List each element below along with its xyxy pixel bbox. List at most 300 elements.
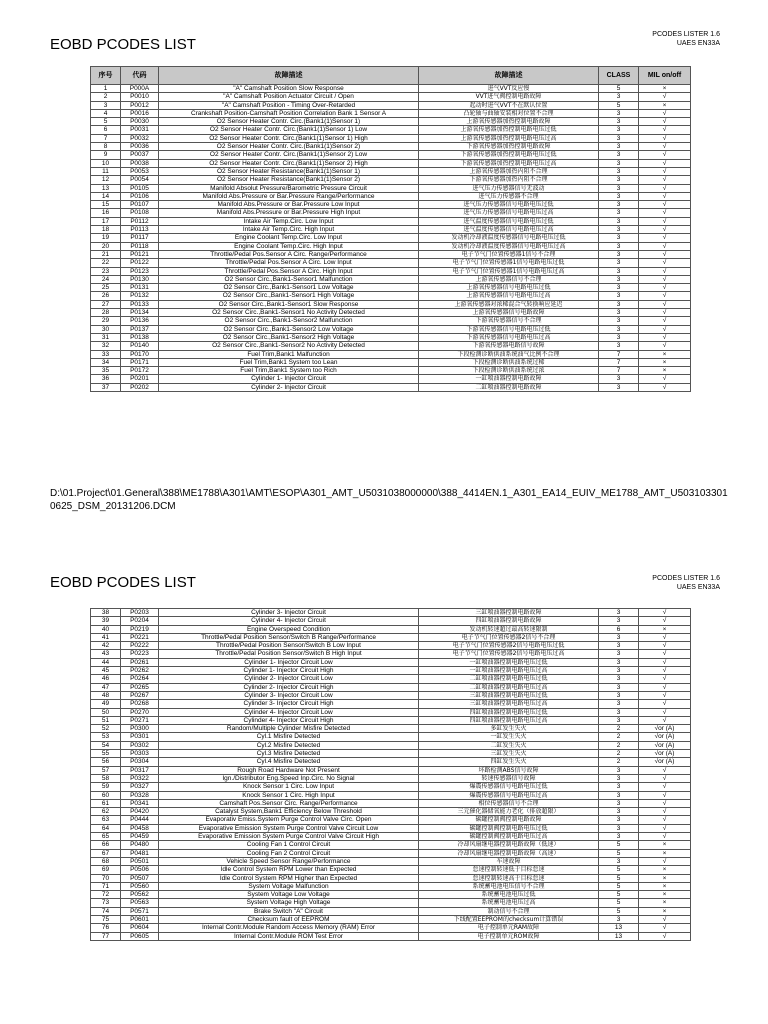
index-cell: 59 xyxy=(91,783,121,791)
desc-cn-cell: 上游氧传感器信号电路电压过高 xyxy=(419,292,599,300)
desc-en-cell: Checksum fault of EEPROM xyxy=(159,915,419,923)
mil-cell: √ xyxy=(639,808,691,816)
class-cell: 3 xyxy=(599,791,639,799)
desc-en-cell: Cooling Fan 2 Control Circuit xyxy=(159,849,419,857)
index-cell: 68 xyxy=(91,857,121,865)
index-cell: 72 xyxy=(91,891,121,899)
desc-en-cell: "A" Camshaft Position Slow Response xyxy=(159,85,419,93)
table-row xyxy=(91,609,691,617)
code-cell: P0140 xyxy=(121,342,159,350)
desc-en-cell: Cylinder 1- Injector Circuit Low xyxy=(159,658,419,666)
desc-cn-cell: 电子节气门位置传感器1信号不合理 xyxy=(419,250,599,258)
desc-en-cell: Fuel Trim,Bank1 Malfunction xyxy=(159,350,419,358)
code-cell: P0605 xyxy=(121,932,159,940)
class-cell: 3 xyxy=(599,667,639,675)
class-cell: 3 xyxy=(599,317,639,325)
code-cell: P0054 xyxy=(121,176,159,184)
class-cell: 3 xyxy=(599,201,639,209)
desc-cn-cell: 爆震传感器信号电路电压过高 xyxy=(419,791,599,799)
desc-en-cell: Evaporativ Emiss.System Purge Control Valve Circ. Open xyxy=(159,816,419,824)
mil-cell: × xyxy=(639,866,691,874)
index-cell: 26 xyxy=(91,292,121,300)
desc-cn-cell: 电子节气门位置传感器1信号电路电压过低 xyxy=(419,259,599,267)
desc-cn-cell: 发动机冷却液温度传感器信号电路电压过低 xyxy=(419,234,599,242)
col-mil-header: MIL on/off xyxy=(639,67,691,85)
table-row xyxy=(91,184,691,192)
code-cell: P0317 xyxy=(121,766,159,774)
table-row xyxy=(91,716,691,724)
mil-cell: √ xyxy=(639,642,691,650)
class-cell: 3 xyxy=(599,633,639,641)
code-cell: P0328 xyxy=(121,791,159,799)
index-cell: 51 xyxy=(91,716,121,724)
mil-cell: √ xyxy=(639,667,691,675)
desc-en-cell: Throttle/Pedal Position Sensor/Switch B High Input xyxy=(159,650,419,658)
index-cell: 23 xyxy=(91,267,121,275)
class-cell: 7 xyxy=(599,367,639,375)
index-cell: 3 xyxy=(91,101,121,109)
code-cell: P0118 xyxy=(121,242,159,250)
class-cell: 5 xyxy=(599,891,639,899)
mil-cell: √ xyxy=(639,833,691,841)
desc-en-cell: O2 Sensor Circ.,Bank1-Sensor1 Low Voltage xyxy=(159,284,419,292)
code-cell: P0016 xyxy=(121,109,159,117)
desc-en-cell: Intake Air Temp.Circ. High Input xyxy=(159,226,419,234)
desc-cn-cell: 进气压力传感器不合理 xyxy=(419,192,599,200)
class-cell: 3 xyxy=(599,217,639,225)
class-cell: 3 xyxy=(599,833,639,841)
index-cell: 28 xyxy=(91,309,121,317)
class-cell: 3 xyxy=(599,192,639,200)
code-cell: P0300 xyxy=(121,725,159,733)
mil-cell: × xyxy=(639,841,691,849)
index-cell: 67 xyxy=(91,849,121,857)
code-cell: P0560 xyxy=(121,882,159,890)
index-cell: 15 xyxy=(91,201,121,209)
desc-cn-cell: 电子控制单元ROM故障 xyxy=(419,932,599,940)
code-cell: P0204 xyxy=(121,617,159,625)
code-cell: P0038 xyxy=(121,159,159,167)
desc-cn-cell: 下段检测诊断供油系统油气比例不合理 xyxy=(419,350,599,358)
desc-cn-cell: 上游氧传感器加热控制电路故障 xyxy=(419,118,599,126)
mil-cell: √ xyxy=(639,375,691,383)
index-cell: 46 xyxy=(91,675,121,683)
table-row xyxy=(91,93,691,101)
desc-en-cell: Cyl.4 Misfire Detected xyxy=(159,758,419,766)
desc-en-cell: Camshaft Pos.Sensor Circ. Range/Performance xyxy=(159,799,419,807)
class-cell: 3 xyxy=(599,309,639,317)
class-cell: 3 xyxy=(599,658,639,666)
mil-cell: √ xyxy=(639,325,691,333)
desc-cn-cell: 碳罐控制阀控制电路电压过高 xyxy=(419,833,599,841)
desc-cn-cell: 制动信号不合理 xyxy=(419,907,599,915)
desc-cn-cell: 系统蓄电池电压过低 xyxy=(419,891,599,899)
code-cell: P0304 xyxy=(121,758,159,766)
desc-en-cell: O2 Sensor Circ.,Bank1-Sensor1 Slow Response xyxy=(159,300,419,308)
code-cell: P0604 xyxy=(121,924,159,932)
desc-en-cell: O2 Sensor Heater Contr. Circ.(Bank1(1)Sensor 2) High xyxy=(159,159,419,167)
code-cell: P0108 xyxy=(121,209,159,217)
desc-en-cell: Cylinder 4- Injector Circuit High xyxy=(159,716,419,724)
code-cell: P0601 xyxy=(121,915,159,923)
desc-en-cell: "A" Camshaft Position - Timing Over-Retarded xyxy=(159,101,419,109)
mil-cell: √ xyxy=(639,617,691,625)
table-row xyxy=(91,658,691,666)
mil-cell: √ xyxy=(639,383,691,391)
desc-en-cell: Cylinder 2- Injector Circuit High xyxy=(159,683,419,691)
desc-cn-cell: 电子节气门位置传感器2信号电路电压过高 xyxy=(419,650,599,658)
code-cell: P0303 xyxy=(121,750,159,758)
table-row xyxy=(91,741,691,749)
index-cell: 41 xyxy=(91,633,121,641)
table-row xyxy=(91,691,691,699)
table-row xyxy=(91,259,691,267)
desc-en-cell: Throttle/Pedal Pos.Sensor A Circ. High Input xyxy=(159,267,419,275)
class-cell: 3 xyxy=(599,176,639,184)
desc-cn-cell: 下游氧传感器信号电路电压过低 xyxy=(419,325,599,333)
code-cell: P0271 xyxy=(121,716,159,724)
desc-cn-cell: 二缸喷油器控制电路电压过低 xyxy=(419,675,599,683)
desc-en-cell: Cylinder 3- Injector Circuit High xyxy=(159,700,419,708)
mil-cell: √ xyxy=(639,118,691,126)
class-cell: 5 xyxy=(599,882,639,890)
code-cell: P0203 xyxy=(121,609,159,617)
code-cell: P0444 xyxy=(121,816,159,824)
table-row xyxy=(91,899,691,907)
class-cell: 3 xyxy=(599,209,639,217)
desc-en-cell: Cyl.1 Misfire Detected xyxy=(159,733,419,741)
mil-cell: √ xyxy=(639,209,691,217)
desc-en-cell: O2 Sensor Circ.,Bank1-Sensor2 Malfunction xyxy=(159,317,419,325)
desc-cn-cell: 下游氧传感器加热控制电路电压过高 xyxy=(419,159,599,167)
index-cell: 4 xyxy=(91,109,121,117)
page1-header-line-2: UAES EN33A xyxy=(676,40,720,47)
class-cell: 2 xyxy=(599,733,639,741)
mil-cell: √ xyxy=(639,143,691,151)
class-cell: 13 xyxy=(599,932,639,940)
index-cell: 66 xyxy=(91,841,121,849)
page2-header-line-1: PCODES LISTER 1.6 xyxy=(652,575,720,582)
table-body-1 xyxy=(91,85,691,392)
mil-cell: √ xyxy=(639,167,691,175)
code-cell: P0012 xyxy=(121,101,159,109)
class-cell: 3 xyxy=(599,226,639,234)
code-cell: P0032 xyxy=(121,134,159,142)
code-cell: P0202 xyxy=(121,383,159,391)
mil-cell: √ xyxy=(639,201,691,209)
mil-cell: × xyxy=(639,101,691,109)
desc-cn-cell: 坏路检测ABS信号故障 xyxy=(419,766,599,774)
mil-cell: √ xyxy=(639,134,691,142)
desc-en-cell: Cyl.2 Misfire Detected xyxy=(159,741,419,749)
mil-cell: √or (A) xyxy=(639,741,691,749)
code-cell: P0563 xyxy=(121,899,159,907)
code-cell: P0136 xyxy=(121,317,159,325)
code-cell: P0322 xyxy=(121,774,159,782)
index-cell: 13 xyxy=(91,184,121,192)
mil-cell: × xyxy=(639,899,691,907)
index-cell: 70 xyxy=(91,874,121,882)
desc-cn-cell: 上游氧传感器加热内阻不合理 xyxy=(419,167,599,175)
desc-cn-cell: 电子控制单元RAM故障 xyxy=(419,924,599,932)
desc-en-cell: Internal Contr.Module Random Access Memory (RAM) Error xyxy=(159,924,419,932)
class-cell: 3 xyxy=(599,675,639,683)
code-cell: P0170 xyxy=(121,350,159,358)
class-cell: 3 xyxy=(599,766,639,774)
desc-en-cell: Ign./Distributor Eng.Speed Inp.Circ. No Signal xyxy=(159,774,419,782)
table-row xyxy=(91,633,691,641)
index-cell: 49 xyxy=(91,700,121,708)
desc-en-cell: Evaporative Emission System Purge Control Valve Circuit High xyxy=(159,833,419,841)
mil-cell: √ xyxy=(639,857,691,865)
desc-cn-cell: 四缸发生失火 xyxy=(419,758,599,766)
desc-en-cell: O2 Sensor Heater Contr. Circ.(Bank1(1)Sensor 1) High xyxy=(159,134,419,142)
index-cell: 40 xyxy=(91,625,121,633)
desc-cn-cell: 三缸喷油器控制电路电压过低 xyxy=(419,691,599,699)
mil-cell: √ xyxy=(639,708,691,716)
page1-header-right xyxy=(652,30,720,48)
code-cell: P0264 xyxy=(121,675,159,683)
index-cell: 36 xyxy=(91,375,121,383)
index-cell: 60 xyxy=(91,791,121,799)
mil-cell: √ xyxy=(639,774,691,782)
desc-cn-cell: 二缸发生失火 xyxy=(419,741,599,749)
class-cell: 3 xyxy=(599,824,639,832)
desc-cn-cell: 碳罐控制阀控制电路电压过低 xyxy=(419,824,599,832)
desc-cn-cell: 怠速控制转速低于目标怠速 xyxy=(419,866,599,874)
desc-en-cell: Manifold Abs.Pressure or Bar.Pressure High Input xyxy=(159,209,419,217)
desc-cn-cell: 下游氧传感器信号电路电压过高 xyxy=(419,333,599,341)
mil-cell: √ xyxy=(639,184,691,192)
mil-cell: × xyxy=(639,358,691,366)
desc-cn-cell: 相位传感器信号不合理 xyxy=(419,799,599,807)
mil-cell: × xyxy=(639,874,691,882)
desc-cn-cell: 发动机转速超过最高转速限制 xyxy=(419,625,599,633)
table-row xyxy=(91,101,691,109)
desc-cn-cell: 下游氧传感器加热控制电路故障 xyxy=(419,143,599,151)
index-cell: 9 xyxy=(91,151,121,159)
desc-en-cell: Random/Multiple Cylinder Misfire Detected xyxy=(159,725,419,733)
index-cell: 22 xyxy=(91,259,121,267)
mil-cell: √ xyxy=(639,176,691,184)
desc-cn-cell: 冷却风扇继电器控制电路故障（低速） xyxy=(419,841,599,849)
desc-en-cell: Cyl.3 Misfire Detected xyxy=(159,750,419,758)
table-row xyxy=(91,683,691,691)
table-row xyxy=(91,350,691,358)
table-row xyxy=(91,733,691,741)
mil-cell: √ xyxy=(639,234,691,242)
table-row xyxy=(91,201,691,209)
mil-cell: √ xyxy=(639,824,691,832)
desc-cn-cell: 三元催化器储氧能力老化（排放超限） xyxy=(419,808,599,816)
code-cell: P0138 xyxy=(121,333,159,341)
index-cell: 1 xyxy=(91,85,121,93)
desc-cn-cell: 上游氧传感器信号电路电压过低 xyxy=(419,284,599,292)
table-row xyxy=(91,650,691,658)
mil-cell: √ xyxy=(639,766,691,774)
desc-cn-cell: 下游氧传感器电路信号故障 xyxy=(419,342,599,350)
mil-cell: √ xyxy=(639,650,691,658)
table-row xyxy=(91,209,691,217)
code-cell: P0302 xyxy=(121,741,159,749)
page2-title: EOBD PCODES LIST xyxy=(50,574,196,591)
index-cell: 8 xyxy=(91,143,121,151)
table-row xyxy=(91,250,691,258)
table-row xyxy=(91,134,691,142)
desc-en-cell: Knock Sensor 1 Circ. Low Input xyxy=(159,783,419,791)
index-cell: 71 xyxy=(91,882,121,890)
class-cell: 5 xyxy=(599,841,639,849)
class-cell: 3 xyxy=(599,267,639,275)
class-cell: 5 xyxy=(599,101,639,109)
code-cell: P0037 xyxy=(121,151,159,159)
desc-cn-cell: 冷却风扇继电器控制电路故障（高速） xyxy=(419,849,599,857)
index-cell: 7 xyxy=(91,134,121,142)
desc-en-cell: System Voltage High Voltage xyxy=(159,899,419,907)
code-cell: P0121 xyxy=(121,250,159,258)
desc-en-cell: Throttle/Pedal Pos.Sensor A Circ. Range/Performance xyxy=(159,250,419,258)
code-cell: P000A xyxy=(121,85,159,93)
code-cell: P0221 xyxy=(121,633,159,641)
desc-cn-cell: 下段检测诊断供油系统过稀 xyxy=(419,358,599,366)
desc-cn-cell: 爆震传感器信号电路电压过低 xyxy=(419,783,599,791)
class-cell: 2 xyxy=(599,741,639,749)
code-cell: P0132 xyxy=(121,292,159,300)
index-cell: 29 xyxy=(91,317,121,325)
desc-en-cell: Cylinder 3- Injector Circuit Low xyxy=(159,691,419,699)
index-cell: 52 xyxy=(91,725,121,733)
table-row xyxy=(91,109,691,117)
class-cell: 7 xyxy=(599,350,639,358)
class-cell: 3 xyxy=(599,333,639,341)
desc-cn-cell: 下游氧传感器加热控制电路电压过低 xyxy=(419,151,599,159)
desc-cn-cell: 一缸喷油器控制电路电压过高 xyxy=(419,667,599,675)
desc-en-cell: Engine Overspeed Condition xyxy=(159,625,419,633)
desc-cn-cell: 一缸喷油器控制电路电压过低 xyxy=(419,658,599,666)
table-row xyxy=(91,791,691,799)
desc-en-cell: Knock Sensor 1 Circ. High Input xyxy=(159,791,419,799)
code-cell: P0571 xyxy=(121,907,159,915)
desc-cn-cell: 三缸发生失火 xyxy=(419,750,599,758)
mil-cell: × xyxy=(639,882,691,890)
class-cell: 3 xyxy=(599,250,639,258)
code-cell: P0458 xyxy=(121,824,159,832)
class-cell: 5 xyxy=(599,85,639,93)
mil-cell: √ xyxy=(639,675,691,683)
class-cell: 13 xyxy=(599,924,639,932)
index-cell: 17 xyxy=(91,217,121,225)
class-cell: 5 xyxy=(599,866,639,874)
desc-cn-cell: 进气压力传感器信号电路电压过高 xyxy=(419,209,599,217)
desc-cn-cell: 上游氧传感器信号不合理 xyxy=(419,275,599,283)
table-row xyxy=(91,267,691,275)
desc-en-cell: O2 Sensor Heater Resistance(Bank1(1)Sensor 1) xyxy=(159,167,419,175)
code-cell: P0265 xyxy=(121,683,159,691)
desc-cn-cell: 下游氧传感器信号不合理 xyxy=(419,317,599,325)
code-cell: P0106 xyxy=(121,192,159,200)
code-cell: P0010 xyxy=(121,93,159,101)
class-cell: 5 xyxy=(599,849,639,857)
index-cell: 19 xyxy=(91,234,121,242)
code-cell: P0122 xyxy=(121,259,159,267)
class-cell: 7 xyxy=(599,358,639,366)
mil-cell: √or (A) xyxy=(639,725,691,733)
page1-header-line-1: PCODES LISTER 1.6 xyxy=(652,31,720,38)
class-cell: 3 xyxy=(599,126,639,134)
mil-cell: √or (A) xyxy=(639,733,691,741)
index-cell: 50 xyxy=(91,708,121,716)
table-row xyxy=(91,342,691,350)
mil-cell: √or (A) xyxy=(639,758,691,766)
mil-cell: √ xyxy=(639,109,691,117)
table-row xyxy=(91,383,691,391)
code-cell: P0261 xyxy=(121,658,159,666)
class-cell: 3 xyxy=(599,342,639,350)
mil-cell: × xyxy=(639,891,691,899)
desc-cn-cell: 上游氧传感器加热控制电路电压过高 xyxy=(419,134,599,142)
mil-cell: √ xyxy=(639,799,691,807)
table-row xyxy=(91,874,691,882)
table-row xyxy=(91,192,691,200)
mil-cell: × xyxy=(639,849,691,857)
mil-cell: √ xyxy=(639,159,691,167)
mil-cell: √ xyxy=(639,317,691,325)
code-cell: P0223 xyxy=(121,650,159,658)
desc-en-cell: Engine Coolant Temp.Circ. Low Input xyxy=(159,234,419,242)
table-row xyxy=(91,841,691,849)
desc-en-cell: Manifold Abs.Pressure or Bar.Pressure Range/Performance xyxy=(159,192,419,200)
table-row xyxy=(91,234,691,242)
desc-en-cell: Brake Switch "A" Circuit xyxy=(159,907,419,915)
desc-en-cell: Internal Contr.Module ROM Test Error xyxy=(159,932,419,940)
class-cell: 3 xyxy=(599,151,639,159)
mil-cell: √ xyxy=(639,633,691,641)
class-cell: 3 xyxy=(599,234,639,242)
code-cell: P0501 xyxy=(121,857,159,865)
table-row xyxy=(91,882,691,890)
code-cell: P0341 xyxy=(121,799,159,807)
table-row xyxy=(91,217,691,225)
desc-cn-cell: 四缸喷油器控制电路故障 xyxy=(419,617,599,625)
code-cell: P0267 xyxy=(121,691,159,699)
desc-en-cell: Manifold Absolut Pressure/Barometric Pressure Circuit xyxy=(159,184,419,192)
class-cell: 3 xyxy=(599,609,639,617)
pcodes-table-1 xyxy=(90,66,691,392)
class-cell: 3 xyxy=(599,774,639,782)
desc-cn-cell: 系统蓄电池电压信号不合理 xyxy=(419,882,599,890)
desc-en-cell: Catalyst System,Bank1 Efficiency Below Threshold xyxy=(159,808,419,816)
mil-cell: √ xyxy=(639,333,691,341)
table-row xyxy=(91,700,691,708)
index-cell: 25 xyxy=(91,284,121,292)
mil-cell: √ xyxy=(639,609,691,617)
class-cell: 3 xyxy=(599,915,639,923)
class-cell: 3 xyxy=(599,109,639,117)
class-cell: 3 xyxy=(599,857,639,865)
index-cell: 48 xyxy=(91,691,121,699)
mil-cell: √ xyxy=(639,151,691,159)
desc-cn-cell: 进气VVT反应慢 xyxy=(419,85,599,93)
class-cell: 3 xyxy=(599,708,639,716)
desc-en-cell: Evaporative Emission System Purge Control Valve Circuit Low xyxy=(159,824,419,832)
desc-cn-cell: 一缸发生失火 xyxy=(419,733,599,741)
code-cell: P0134 xyxy=(121,309,159,317)
index-cell: 10 xyxy=(91,159,121,167)
mil-cell: √ xyxy=(639,300,691,308)
class-cell: 3 xyxy=(599,259,639,267)
table-row xyxy=(91,816,691,824)
table-row xyxy=(91,866,691,874)
